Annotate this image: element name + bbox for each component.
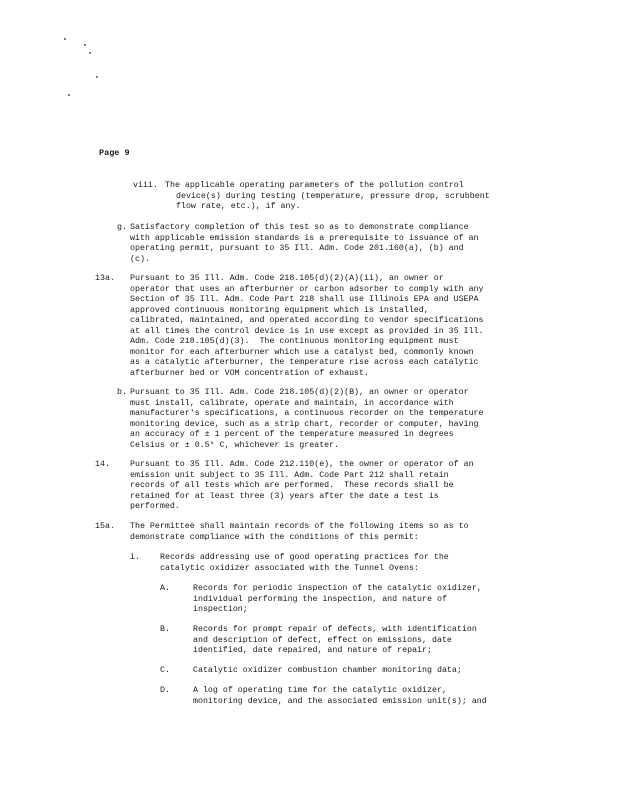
item-15a-line: The Permittee shall maintain records of the following items so as to <box>130 522 469 531</box>
item-14-line: retained for at least three (3) years after the date a test is <box>130 491 439 501</box>
scan-speck <box>96 76 98 78</box>
item-B-label: B. <box>160 625 170 634</box>
item-13a-line: Adm. Code 218.105(d)(3). The continuous monitoring equipment must <box>130 337 459 346</box>
item-b-label: b. <box>117 388 127 397</box>
item-13a-line: Section of 35 Ill. Adm. Code Part 218 shall use Illinois EPA and USEPA <box>130 295 479 304</box>
item-14-line: Pursuant to 35 Ill. Adm. Code 212.110(e), the owner or operator of an <box>130 460 474 469</box>
item-13a-label: 13a. <box>95 274 115 283</box>
item-15a-label: 15a. <box>95 522 115 531</box>
item-b-line: Celsius or ± 0.5° C, whichever is greater. <box>130 440 340 450</box>
item-b-line: monitoring device, such as a strip chart, recorder or computer, having <box>130 419 479 429</box>
item-14-line: emission unit subject to 35 Ill. Adm. Code Part 212 shall retain <box>130 470 449 480</box>
item-13a-line: at all times the control device is in use except as provided in 35 Ill. <box>130 326 484 336</box>
item-B-line: Records for prompt repair of defects, with identification <box>193 625 477 634</box>
item-D-label: D. <box>160 686 170 695</box>
item-D-line: monitoring device, and the associated emission unit(s); and <box>193 696 487 706</box>
item-g-line: (c). <box>130 254 150 264</box>
item-g-line: Satisfactory completion of this test so as to demonstrate compliance <box>130 223 469 232</box>
scan-speck <box>89 52 91 54</box>
item-viii-line: The applicable operating parameters of the pollution control <box>165 181 464 190</box>
item-C-label: C. <box>160 666 170 675</box>
item-13a-line: approved continuous monitoring equipment which is installed, <box>130 305 429 315</box>
item-b-line: an accuracy of ± 1 percent of the temperature measured in degrees <box>130 430 454 439</box>
item-i-label: i. <box>130 553 140 562</box>
item-13a-line: monitor for each afterburner which use a catalyst bed, commonly known <box>130 347 474 357</box>
item-g-label: g. <box>117 223 127 232</box>
item-viii-line: flow rate, etc.), if any. <box>176 202 301 211</box>
scan-speck <box>64 38 66 40</box>
item-viii-line: device(s) during testing (temperature, pressure drop, scrubbent <box>176 191 490 201</box>
scan-speck <box>68 94 70 96</box>
item-13a-line: as a catalytic afterburner, the temperature rise across each catalytic <box>130 358 479 367</box>
item-13a-line: afterburner bed or VOM concentration of exhaust. <box>130 368 369 378</box>
item-13a-line: operator that uses an afterburner or carbon adsorber to comply with any <box>130 284 484 294</box>
item-A-line: inspection; <box>193 605 248 614</box>
item-b-line: manufacturer's specifications, a continuous recorder on the temperature <box>130 409 484 418</box>
item-A-label: A. <box>160 584 170 593</box>
item-D-line: A log of operating time for the catalytic oxidizer, <box>193 686 447 695</box>
item-A-line: individual performing the inspection, and nature of <box>193 594 447 604</box>
item-b-line: Pursuant to 35 Ill. Adm. Code 218.105(d)(2)(B), an owner or operator <box>130 388 469 397</box>
item-14-line: records of all tests which are performed. These records shall be <box>130 481 454 490</box>
item-B-line: identified, date repaired, and nature of repair; <box>193 646 432 655</box>
item-i-line: Records addressing use of good operating practices for the <box>160 553 449 562</box>
item-g-line: with applicable emission standards is a prerequisite to issuance of an <box>130 233 479 243</box>
item-g-line: operating permit, pursuant to 35 Ill. Adm. Code 201.160(a), (b) and <box>130 244 464 253</box>
item-i-line: catalytic oxidizer associated with the Tunnel Ovens: <box>160 563 419 573</box>
item-13a-line: Pursuant to 35 Ill. Adm. Code 218.105(d)(2)(A)(ii), an owner or <box>130 274 444 283</box>
item-A-line: Records for periodic inspection of the catalytic oxidizer, <box>193 584 482 593</box>
item-B-line: and description of defect, effect on emissions, date <box>193 635 452 645</box>
item-viii-label: viii. <box>133 181 158 190</box>
scan-speck <box>84 44 86 46</box>
item-14-line: performed. <box>130 502 180 511</box>
item-13a-line: calibrated, maintained, and operated according to vendor specifications <box>130 316 484 325</box>
item-15a-line: demonstrate compliance with the conditions of this permit: <box>130 532 419 542</box>
item-C-line: Catalytic oxidizer combustion chamber monitoring data; <box>193 666 462 675</box>
page-header: Page 9 <box>99 148 130 158</box>
item-14-label: 14. <box>95 460 110 469</box>
item-b-line: must install, calibrate, operate and maintain, in accordance with <box>130 398 454 408</box>
